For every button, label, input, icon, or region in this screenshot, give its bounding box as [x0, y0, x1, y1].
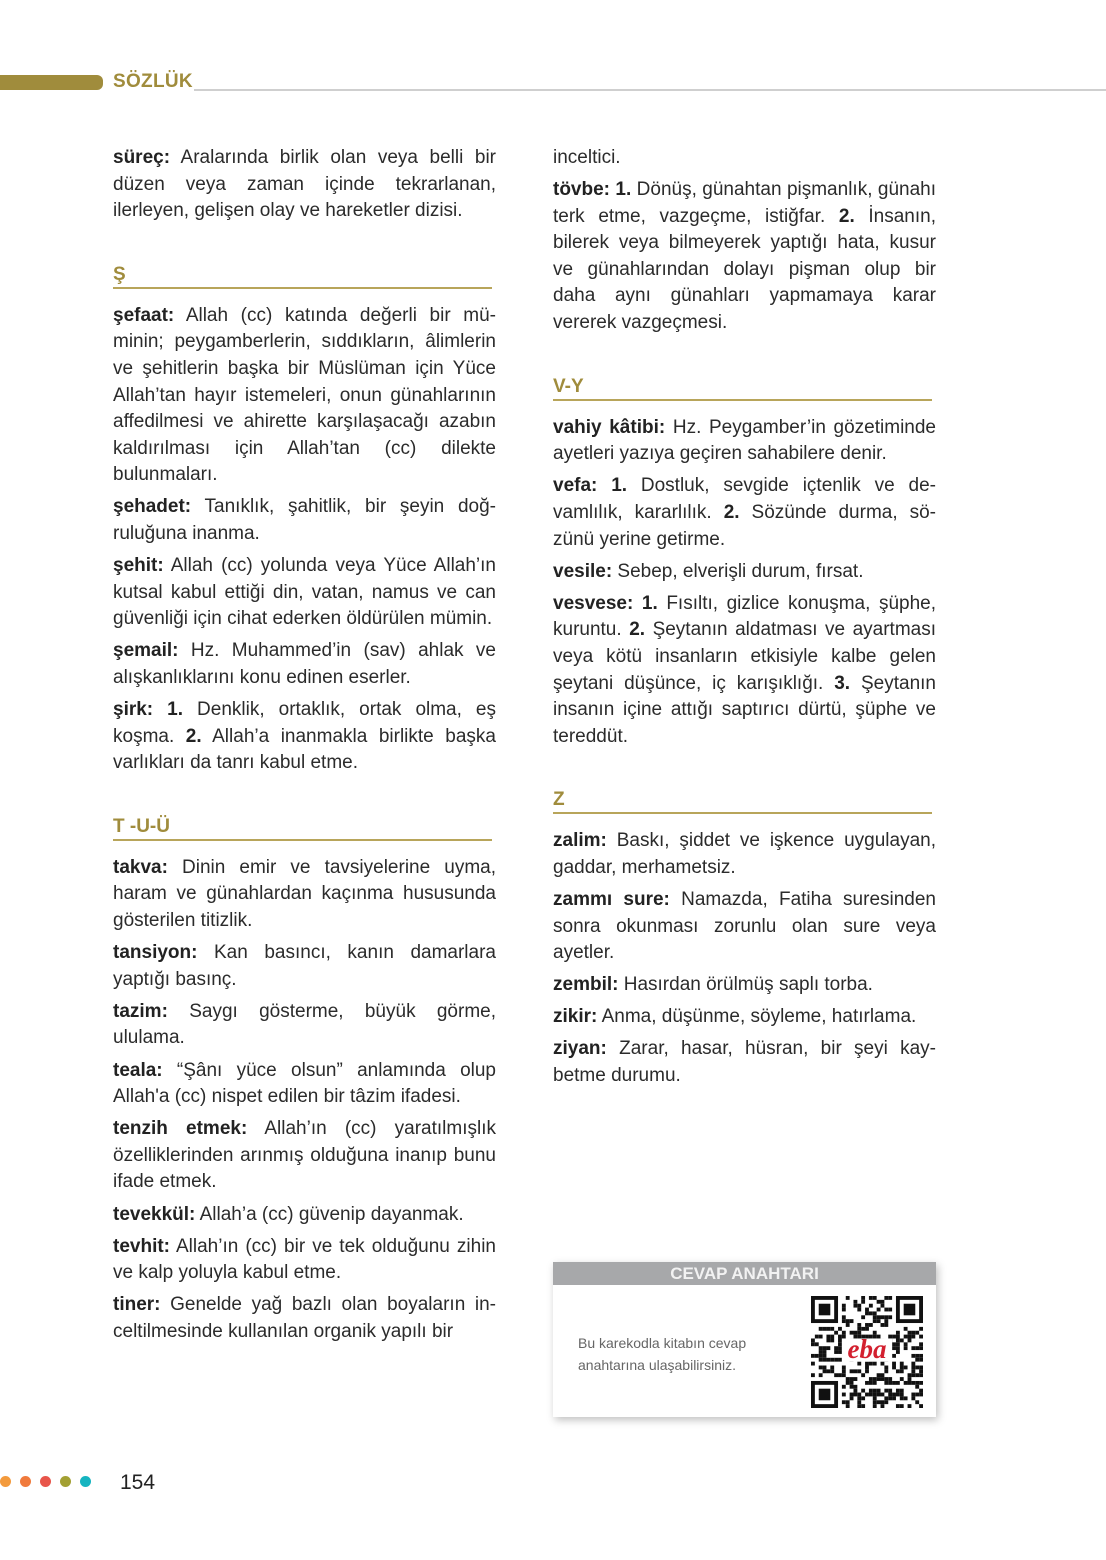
glossary-entry — [113, 494, 496, 547]
entry-definition: Sebep, elverişli durum, fırsat. — [612, 560, 864, 582]
entry-term: süreç: — [113, 147, 171, 168]
entry-definition: inceltici. — [553, 147, 621, 168]
entry-definition: Dostluk, sevgide içtenlik ve devamlılık, kararlılık. — [553, 475, 936, 523]
entry-definition: Şeytanın aldatması ve ayartması veya kötü insanların etkisiyle kalbe gelen şeytani düşünce, iç karışıklığı. — [553, 619, 937, 694]
glossary-entry — [553, 145, 936, 172]
header-accent-bar — [0, 75, 103, 90]
entry-definition: Anma, düşünme, söyleme, hatırlama. — [597, 1006, 917, 1028]
glossary-entry — [553, 473, 936, 553]
glossary-entry — [113, 553, 496, 633]
glossary-entry — [113, 638, 496, 691]
entry-definition: Saygı gösterme, büyük görme, ululama. — [113, 1000, 496, 1049]
answer-key-title: CEVAP ANAHTARI — [553, 1262, 936, 1285]
entry-definition: Hasırdan örülmüş saplı torba. — [618, 974, 873, 996]
entry-term: 2. — [723, 501, 740, 523]
glossary-entry — [113, 855, 496, 935]
glossary-entry — [553, 1004, 936, 1031]
entry-term: vesvese: 1. — [553, 592, 658, 614]
glossary-entry — [113, 940, 496, 993]
entry-term: 2. — [185, 725, 202, 747]
entry-term: teala: — [113, 1059, 163, 1081]
entry-term: tevekkül: — [113, 1203, 196, 1225]
glossary-entry — [553, 415, 936, 468]
page-title: SÖZLÜK — [113, 71, 193, 92]
glossary-entry — [553, 177, 936, 337]
entry-term: tevhit: — [113, 1235, 170, 1257]
entry-definition: Zarar, hasar, hüsran, bir şeyi kaybetme durumu. — [553, 1038, 936, 1087]
entry-definition: İnsanın, bilerek veya bilmeyerek yaptığı hata, kusur ve günahlarından dolayı pişman olup bir daha aynı günahları yapmamaya karar vererek vazgeçmesi. — [553, 205, 936, 334]
header-divider — [194, 89, 1106, 91]
entry-term: zalim: — [553, 830, 607, 852]
glossary-entry — [113, 999, 496, 1052]
glossary-entry — [113, 303, 496, 489]
entry-term: zikir: — [553, 1006, 598, 1028]
section-heading: T -U-Ü — [113, 815, 492, 841]
answer-key-text: Bu karekodla kitabın cevap anahtarına ulaşabilirsiniz. — [578, 1335, 747, 1373]
entry-term: 2. — [629, 619, 646, 641]
glossary-entry — [113, 697, 496, 777]
entry-definition: Allah (cc) yolunda veya Yüce Allah’ın kutsal kabul ettiği din, vatan, namus ve can güvenliği için cihat ederken öldürülen mümin. — [113, 555, 496, 630]
entry-term: zammı sure: — [553, 888, 670, 910]
entry-term: vesile: — [553, 560, 613, 582]
decorative-dot — [0, 1476, 11, 1487]
entry-definition: Hz. Muhammed’in (sav) ahlak ve alışkanlıklarını konu edinen eserler. — [113, 640, 496, 688]
glossary-entry — [553, 559, 936, 586]
decorative-dots — [0, 1476, 91, 1487]
glossary-entry — [113, 1116, 496, 1196]
answer-key-box — [553, 1262, 936, 1417]
left-column — [113, 145, 496, 1351]
entry-definition: Sözünde durma, sözünü yerine getirme. — [553, 501, 936, 550]
entry-definition: Allah’a (cc) güvenip dayanmak. — [195, 1203, 464, 1225]
entry-definition: Namazda, Fatiha suresinden sonra okunması zorunlu olan sure veya ayetler. — [553, 888, 936, 964]
glossary-entry — [553, 887, 936, 967]
entry-definition: Denklik, ortaklık, ortak olma, eş koşma. — [113, 699, 496, 747]
entry-definition: Allah’ın (cc) yaratılmışlık özelliklerinden arınmış olduğuna inanıp bunu ifade etmek. — [113, 1118, 496, 1193]
entry-term: tenzih etmek: — [113, 1118, 248, 1140]
glossary-entry — [553, 972, 936, 999]
entry-term: vefa: 1. — [553, 475, 628, 497]
entry-term: takva: — [113, 856, 168, 878]
glossary-entry — [113, 1234, 496, 1287]
section-heading: V-Y — [553, 375, 932, 401]
section-heading: Ş — [113, 263, 492, 289]
entry-term: 2. — [838, 205, 855, 227]
entry-definition: Allah’ın (cc) bir ve tek olduğunu zihin ve kalp yoluyla kabul etme. — [113, 1235, 496, 1284]
entry-definition: Şeytanın insanın içine attığı saptırıcı dürtü, şüphe ve tereddüt. — [553, 672, 936, 747]
entry-definition: Hz. Peygamber’in gözetiminde ayetleri yazıya geçiren sahabilere denir. — [553, 416, 936, 465]
entry-term: şehit: — [113, 555, 164, 577]
decorative-dot — [60, 1476, 71, 1487]
entry-term: tövbe: 1. — [553, 179, 632, 201]
entry-term: şefaat: — [113, 304, 175, 326]
entry-definition: Fısıltı, gizlice konuşma, şüphe, kuruntu. — [553, 592, 937, 641]
page-number: 154 — [120, 1471, 156, 1494]
glossary-entry — [553, 1036, 936, 1089]
glossary-entry — [113, 1058, 496, 1111]
decorative-dot — [20, 1476, 31, 1487]
entry-definition: “Şânı yüce olsun” anlamında olup Allah'a (cc) nispet edilen bir tâzim ifadesi. — [113, 1059, 496, 1108]
decorative-dot — [80, 1476, 91, 1487]
entry-definition: Dönüş, günahtan pişmanlık, günahı terk etme, vazgeçme, istiğfar. — [553, 179, 936, 227]
right-column — [553, 145, 936, 1095]
entry-definition: Baskı, şiddet ve işkence uygulayan, gaddar, merhametsiz. — [553, 830, 936, 878]
entry-term: tiner: — [113, 1294, 161, 1316]
entry-definition: Allah’a inanmakla birlikte başka varlıkları da tanrı kabul etme. — [113, 725, 496, 774]
entry-definition: Aralarında birlik olan veya belli bir düzen veya zaman içinde tekrarlanan, ilerleyen, gelişen olay ve hareketler dizisi. — [113, 147, 496, 222]
entry-definition: Dinin emir ve tavsiyelerine uyma, haram ve günahlardan kaçınma hususunda gösterilen titizlik. — [113, 856, 496, 932]
entry-term: 3. — [834, 672, 851, 694]
glossary-entry — [553, 828, 936, 881]
eba-logo: eba — [847, 1333, 887, 1364]
decorative-dot — [40, 1476, 51, 1487]
entry-term: zembil: — [553, 974, 619, 996]
glossary-entry — [113, 1292, 496, 1345]
entry-term: tazim: — [113, 1000, 168, 1022]
entry-term: şirk: 1. — [113, 699, 184, 721]
entry-term: vahiy kâtibi: — [553, 416, 666, 438]
entry-definition: Allah (cc) katında değerli bir müminin; peygamberlerin, sıddıkların, âlimlerin ve şehitlerin başka bir Müslüman için Yüce Allah’tan hayır istemeleri, onun günahlarının affedilmesi ve ahirette karşılaşacağı azabın kaldırılması için Allah’tan (cc) dilekte bulunmaları. — [113, 304, 496, 486]
glossary-entry — [113, 1202, 496, 1229]
entry-term: şemail: — [113, 640, 179, 662]
entry-definition: Kan basıncı, kanın damarlara yaptığı basınç. — [113, 942, 496, 990]
glossary-entry — [113, 145, 496, 225]
qr-code-icon[interactable] — [811, 1296, 923, 1408]
entry-definition: Genelde yağ bazlı olan boyaların inceltilmesinde kullanılan organik yapılı bir — [113, 1294, 496, 1342]
glossary-entry — [553, 591, 936, 751]
entry-term: tansiyon: — [113, 942, 198, 964]
section-heading: Z — [553, 788, 932, 814]
entry-definition: Tanıklık, şahitlik, bir şeyin doğruluğuna inanma. — [113, 496, 496, 545]
entry-term: ziyan: — [553, 1038, 607, 1060]
entry-term: şehadet: — [113, 496, 192, 518]
